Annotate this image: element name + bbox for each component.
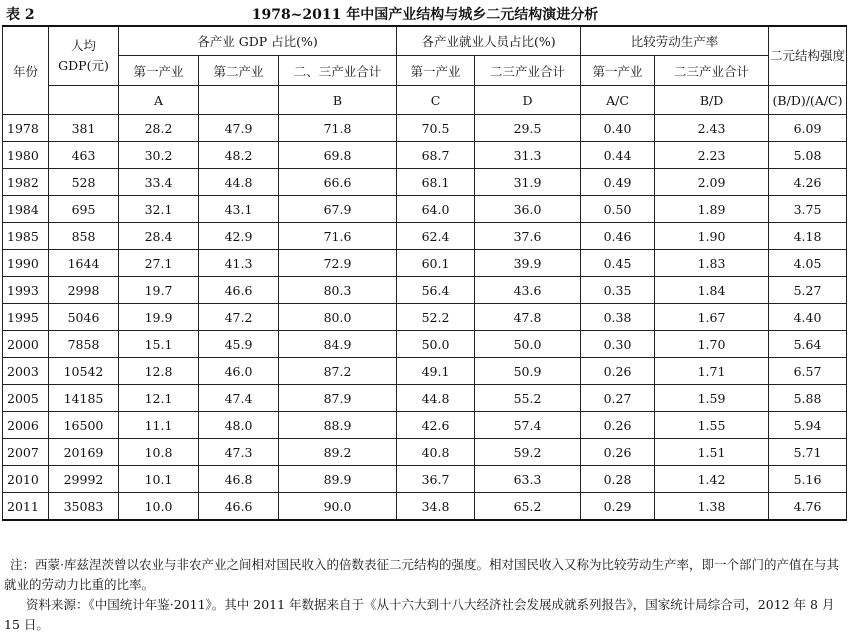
cell-emp-sec-tert: 39.9 — [475, 250, 581, 277]
cell-emp-primary: 50.0 — [397, 331, 475, 358]
cell-gdp-per-capita: 10542 — [49, 358, 119, 385]
cell-gdp-primary: 11.1 — [119, 412, 199, 439]
header-code-a: A — [119, 86, 199, 115]
cell-emp-primary: 60.1 — [397, 250, 475, 277]
cell-prod-sec-tert: 1.71 — [655, 358, 769, 385]
cell-dual-strength: 6.09 — [769, 115, 847, 142]
cell-gdp-secondary: 46.6 — [199, 493, 279, 521]
cell-emp-sec-tert: 31.9 — [475, 169, 581, 196]
table-row — [3, 439, 847, 466]
cell-gdp-primary: 10.8 — [119, 439, 199, 466]
cell-gdp-secondary: 47.3 — [199, 439, 279, 466]
cell-prod-sec-tert: 1.84 — [655, 277, 769, 304]
cell-gdp-per-capita: 35083 — [49, 493, 119, 521]
cell-prod-primary: 0.50 — [581, 196, 655, 223]
cell-prod-primary: 0.26 — [581, 358, 655, 385]
table-row — [3, 493, 847, 521]
cell-gdp-primary: 27.1 — [119, 250, 199, 277]
cell-prod-primary: 0.46 — [581, 223, 655, 250]
cell-prod-primary: 0.49 — [581, 169, 655, 196]
cell-year: 1982 — [3, 169, 49, 196]
cell-gdp-secondary: 47.9 — [199, 115, 279, 142]
cell-year: 1993 — [3, 277, 49, 304]
cell-emp-sec-tert: 50.9 — [475, 358, 581, 385]
cell-year: 2007 — [3, 439, 49, 466]
cell-emp-sec-tert: 47.8 — [475, 304, 581, 331]
cell-gdp-sec-tert: 88.9 — [279, 412, 397, 439]
cell-emp-sec-tert: 31.3 — [475, 142, 581, 169]
cell-year: 1984 — [3, 196, 49, 223]
cell-gdp-per-capita: 695 — [49, 196, 119, 223]
table-row — [3, 412, 847, 439]
table-caption — [0, 0, 850, 24]
cell-gdp-sec-tert: 87.9 — [279, 385, 397, 412]
cell-gdp-secondary: 45.9 — [199, 331, 279, 358]
cell-gdp-secondary: 41.3 — [199, 250, 279, 277]
cell-dual-strength: 4.40 — [769, 304, 847, 331]
cell-gdp-primary: 10.1 — [119, 466, 199, 493]
header-code-d: D — [475, 86, 581, 115]
header-gdp-sec-tert: 二、三产业合计 — [279, 56, 397, 86]
cell-prod-primary: 0.38 — [581, 304, 655, 331]
cell-dual-strength: 5.71 — [769, 439, 847, 466]
header-productivity-group: 比较劳动生产率 — [581, 26, 769, 56]
cell-emp-primary: 52.2 — [397, 304, 475, 331]
cell-gdp-sec-tert: 72.9 — [279, 250, 397, 277]
cell-prod-sec-tert: 1.55 — [655, 412, 769, 439]
cell-year: 2010 — [3, 466, 49, 493]
cell-gdp-primary: 15.1 — [119, 331, 199, 358]
cell-emp-sec-tert: 29.5 — [475, 115, 581, 142]
cell-dual-strength: 5.08 — [769, 142, 847, 169]
cell-gdp-sec-tert: 90.0 — [279, 493, 397, 521]
cell-emp-sec-tert: 50.0 — [475, 331, 581, 358]
cell-emp-primary: 44.8 — [397, 385, 475, 412]
cell-prod-primary: 0.35 — [581, 277, 655, 304]
header-emp-primary: 第一产业 — [397, 56, 475, 86]
cell-emp-sec-tert: 55.2 — [475, 385, 581, 412]
cell-prod-sec-tert: 2.09 — [655, 169, 769, 196]
header-code-b: B — [279, 86, 397, 115]
cell-year: 1995 — [3, 304, 49, 331]
cell-dual-strength: 5.94 — [769, 412, 847, 439]
cell-gdp-primary: 28.4 — [119, 223, 199, 250]
cell-gdp-primary: 19.7 — [119, 277, 199, 304]
cell-gdp-sec-tert: 71.6 — [279, 223, 397, 250]
cell-dual-strength: 5.64 — [769, 331, 847, 358]
table-row — [3, 304, 847, 331]
cell-emp-primary: 36.7 — [397, 466, 475, 493]
header-employment-group: 各产业就业人员占比(%) — [397, 26, 581, 56]
cell-gdp-per-capita: 16500 — [49, 412, 119, 439]
data-table — [2, 25, 847, 521]
table-row — [3, 385, 847, 412]
cell-gdp-secondary: 42.9 — [199, 223, 279, 250]
header-year: 年份 — [3, 26, 49, 115]
cell-gdp-sec-tert: 80.3 — [279, 277, 397, 304]
cell-gdp-sec-tert: 84.9 — [279, 331, 397, 358]
cell-prod-primary: 0.29 — [581, 493, 655, 521]
cell-gdp-primary: 33.4 — [119, 169, 199, 196]
cell-gdp-per-capita: 5046 — [49, 304, 119, 331]
cell-gdp-per-capita: 528 — [49, 169, 119, 196]
cell-emp-sec-tert: 36.0 — [475, 196, 581, 223]
cell-gdp-secondary: 46.0 — [199, 358, 279, 385]
cell-dual-strength: 4.76 — [769, 493, 847, 521]
table-row — [3, 115, 847, 142]
header-gdp-share-group: 各产业 GDP 占比(%) — [119, 26, 397, 56]
cell-year: 1980 — [3, 142, 49, 169]
cell-year: 2003 — [3, 358, 49, 385]
cell-emp-primary: 70.5 — [397, 115, 475, 142]
cell-dual-strength: 3.75 — [769, 196, 847, 223]
cell-emp-sec-tert: 63.3 — [475, 466, 581, 493]
cell-gdp-primary: 30.2 — [119, 142, 199, 169]
cell-gdp-per-capita: 7858 — [49, 331, 119, 358]
cell-dual-strength: 6.57 — [769, 358, 847, 385]
cell-gdp-sec-tert: 69.8 — [279, 142, 397, 169]
cell-gdp-per-capita: 381 — [49, 115, 119, 142]
table-row — [3, 196, 847, 223]
cell-gdp-secondary: 46.6 — [199, 277, 279, 304]
header-code-c: C — [397, 86, 475, 115]
cell-prod-primary: 0.30 — [581, 331, 655, 358]
cell-year: 1978 — [3, 115, 49, 142]
cell-gdp-sec-tert: 66.6 — [279, 169, 397, 196]
cell-emp-primary: 68.1 — [397, 169, 475, 196]
cell-year: 2000 — [3, 331, 49, 358]
cell-emp-primary: 42.6 — [397, 412, 475, 439]
table-row — [3, 169, 847, 196]
cell-gdp-sec-tert: 80.0 — [279, 304, 397, 331]
header-code-gdp-blank — [49, 86, 119, 115]
cell-prod-sec-tert: 1.89 — [655, 196, 769, 223]
cell-emp-sec-tert: 57.4 — [475, 412, 581, 439]
cell-emp-primary: 40.8 — [397, 439, 475, 466]
cell-prod-primary: 0.40 — [581, 115, 655, 142]
cell-prod-sec-tert: 1.38 — [655, 493, 769, 521]
cell-emp-primary: 34.8 — [397, 493, 475, 521]
cell-prod-sec-tert: 1.90 — [655, 223, 769, 250]
cell-emp-sec-tert: 59.2 — [475, 439, 581, 466]
cell-prod-primary: 0.27 — [581, 385, 655, 412]
table-source: 资料来源：《中国统计年鉴·2011》。其中 2011 年数据来自于《从十六大到十八大经济社会发展成就系列报告》，国家统计局综合司，2012 年 8 月 15 日。 — [4, 597, 835, 632]
cell-gdp-sec-tert: 71.8 — [279, 115, 397, 142]
cell-gdp-secondary: 48.2 — [199, 142, 279, 169]
cell-dual-strength: 5.88 — [769, 385, 847, 412]
cell-year: 1985 — [3, 223, 49, 250]
header-code-strength: (B/D)/(A/C) — [769, 86, 847, 115]
cell-gdp-per-capita: 1644 — [49, 250, 119, 277]
cell-prod-primary: 0.28 — [581, 466, 655, 493]
cell-year: 2005 — [3, 385, 49, 412]
table-row — [3, 466, 847, 493]
header-emp-sec-tert: 二三产业合计 — [475, 56, 581, 86]
cell-year: 2011 — [3, 493, 49, 521]
cell-prod-sec-tert: 1.83 — [655, 250, 769, 277]
cell-gdp-per-capita: 29992 — [49, 466, 119, 493]
cell-prod-sec-tert: 1.70 — [655, 331, 769, 358]
table-row — [3, 142, 847, 169]
cell-dual-strength: 5.16 — [769, 466, 847, 493]
header-prod-primary: 第一产业 — [581, 56, 655, 86]
cell-prod-sec-tert: 1.42 — [655, 466, 769, 493]
cell-gdp-per-capita: 858 — [49, 223, 119, 250]
header-code-ac: A/C — [581, 86, 655, 115]
cell-emp-primary: 62.4 — [397, 223, 475, 250]
cell-gdp-per-capita: 463 — [49, 142, 119, 169]
cell-prod-primary: 0.26 — [581, 412, 655, 439]
cell-emp-primary: 68.7 — [397, 142, 475, 169]
header-prod-sec-tert: 二三产业合计 — [655, 56, 769, 86]
table-note: 注：西蒙·库兹涅茨曾以农业与非农产业之间相对国民收入的倍数表征二元结构的强度。相对国民收入又称为比较劳动生产率，即一个部门的产值在与其就业的劳动力比重的比率。 — [4, 557, 839, 592]
cell-gdp-primary: 12.8 — [119, 358, 199, 385]
header-gdp-primary: 第一产业 — [119, 56, 199, 86]
cell-gdp-primary: 10.0 — [119, 493, 199, 521]
cell-gdp-per-capita: 20169 — [49, 439, 119, 466]
table-body — [3, 115, 847, 521]
table-row — [3, 250, 847, 277]
cell-prod-primary: 0.44 — [581, 142, 655, 169]
cell-prod-primary: 0.45 — [581, 250, 655, 277]
cell-year: 1990 — [3, 250, 49, 277]
cell-emp-primary: 56.4 — [397, 277, 475, 304]
cell-gdp-primary: 28.2 — [119, 115, 199, 142]
cell-emp-sec-tert: 43.6 — [475, 277, 581, 304]
table-notes — [4, 555, 846, 635]
cell-gdp-per-capita: 2998 — [49, 277, 119, 304]
header-gdp-secondary: 第二产业 — [199, 56, 279, 86]
cell-gdp-primary: 12.1 — [119, 385, 199, 412]
cell-gdp-secondary: 44.8 — [199, 169, 279, 196]
header-gdp-per-capita: 人均 GDP(元) — [49, 26, 119, 86]
cell-gdp-sec-tert: 89.9 — [279, 466, 397, 493]
cell-emp-primary: 49.1 — [397, 358, 475, 385]
cell-prod-sec-tert: 2.43 — [655, 115, 769, 142]
cell-gdp-secondary: 48.0 — [199, 412, 279, 439]
header-code-bd: B/D — [655, 86, 769, 115]
table-title: 1978~2011 年中国产业结构与城乡二元结构演进分析 — [251, 7, 599, 23]
table-row — [3, 358, 847, 385]
table-row — [3, 277, 847, 304]
cell-dual-strength: 4.18 — [769, 223, 847, 250]
cell-emp-sec-tert: 37.6 — [475, 223, 581, 250]
cell-prod-sec-tert: 1.59 — [655, 385, 769, 412]
cell-gdp-primary: 32.1 — [119, 196, 199, 223]
table-number: 表 2 — [6, 7, 35, 23]
cell-emp-primary: 64.0 — [397, 196, 475, 223]
cell-gdp-secondary: 47.4 — [199, 385, 279, 412]
cell-dual-strength: 5.27 — [769, 277, 847, 304]
header-code-secondary-blank — [199, 86, 279, 115]
cell-prod-primary: 0.26 — [581, 439, 655, 466]
table-row — [3, 331, 847, 358]
cell-gdp-primary: 19.9 — [119, 304, 199, 331]
cell-gdp-per-capita: 14185 — [49, 385, 119, 412]
cell-gdp-secondary: 43.1 — [199, 196, 279, 223]
cell-gdp-secondary: 47.2 — [199, 304, 279, 331]
cell-prod-sec-tert: 1.51 — [655, 439, 769, 466]
cell-dual-strength: 4.26 — [769, 169, 847, 196]
cell-gdp-sec-tert: 67.9 — [279, 196, 397, 223]
header-dual-strength: 二元结构强度 — [769, 26, 847, 86]
cell-year: 2006 — [3, 412, 49, 439]
cell-gdp-sec-tert: 89.2 — [279, 439, 397, 466]
cell-prod-sec-tert: 1.67 — [655, 304, 769, 331]
cell-prod-sec-tert: 2.23 — [655, 142, 769, 169]
cell-gdp-secondary: 46.8 — [199, 466, 279, 493]
cell-emp-sec-tert: 65.2 — [475, 493, 581, 521]
table-row — [3, 223, 847, 250]
cell-dual-strength: 4.05 — [769, 250, 847, 277]
cell-gdp-sec-tert: 87.2 — [279, 358, 397, 385]
